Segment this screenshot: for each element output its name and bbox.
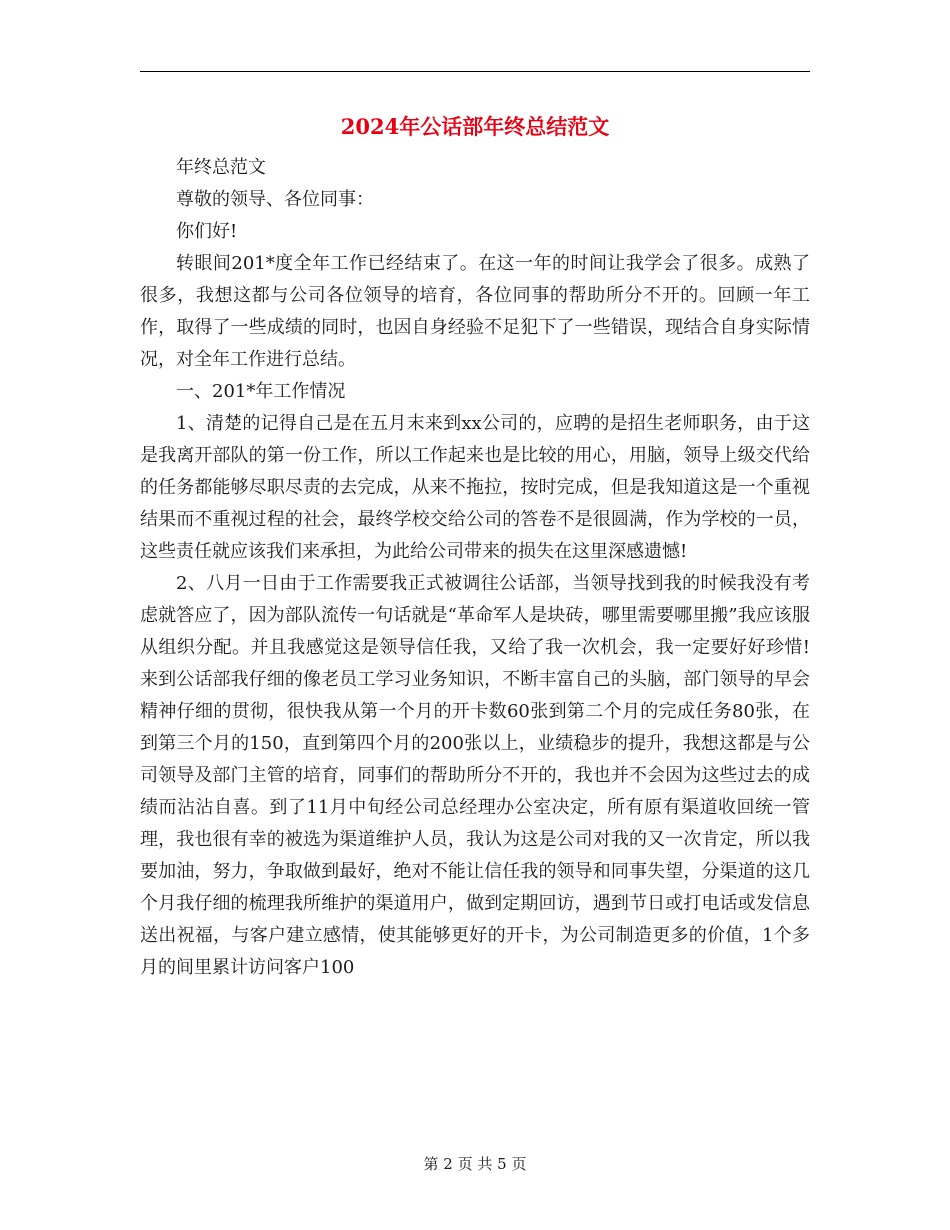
document-title: 2024年公话部年终总结范文 xyxy=(340,114,610,139)
paragraph-salutation: 尊敬的领导、各位同事： xyxy=(176,189,374,210)
section-heading-work-status: 一、201*年工作情况 xyxy=(176,381,346,402)
page-number: 第 2 页 共 5 页 xyxy=(423,1155,527,1173)
paragraph-greeting: 你们好! xyxy=(176,221,238,242)
paragraph-heading-note: 年终总范文 xyxy=(176,157,266,178)
paragraph-intro: 转眼间201*度全年工作已经结束了。在这一年的时间让我学会了很多。成熟了很多，我想这都与公司各位领导的培育，各位同事的帮助所分不开的。回顾一年工作，取得了一些成绩的同时，也因自身经验不足犯下了一些错误，现结合自身实际情况，对全年工作进行总结。 xyxy=(140,253,810,370)
paragraph-item-2: 2、八月一日由于工作需要我正式被调往公话部，当领导找到我的时候我没有考虑就答应了，因为部队流传一句话就是“革命军人是块砖，哪里需要哪里搬”我应该服从组织分配。并且我感觉这是领导信任我，又给了我一次机会，我一定要好好珍惜!来到公话部我仔细的像老员工学习业务知识，不断丰富自己的头脑，部门领导的早会精神仔细的贯彻，很快我从第一个月的开卡数60张到第二个月的完成任务80张，在到第三个月的150，直到第四个月的200张以上，业绩稳步的提升，我想这都是与公司领导及部门主管的培育，同事们的帮助所分不开的，我也并不会因为这些过去的成绩而沾沾自喜。到了11月中旬经公司总经理办公室决定，所有原有渠道收回统一管理，我也很有幸的被选为渠道维护人员，我认为这是公司对我的又一次肯定，所以我要加油，努力，争取做到最好，绝对不能让信任我的领导和同事失望，分渠道的这几个月我仔细的梳理我所维护的渠道用户，做到定期回访，遇到节日或打电话或发信息送出祝福，与客户建立感情，使其能够更好的开卡，为公司制造更多的价值，1个多月的间里累计访问客户100 xyxy=(140,573,810,978)
paragraph-item-1: 1、清楚的记得自己是在五月末来到xx公司的，应聘的是招生老师职务，由于这是我离开部队的第一份工作，所以工作起来也是比较的用心，用脑，领导上级交代给的任务都能够尽职尽责的去完成，从来不拖拉，按时完成，但是我知道这是一个重视结果而不重视过程的社会，最终学校交给公司的答卷不是很圆满，作为学校的一员，这些责任就应该我们来承担，为此给公司带来的损失在这里深感遗憾! xyxy=(140,413,810,562)
document-body xyxy=(140,152,810,984)
header-rule xyxy=(140,71,810,72)
